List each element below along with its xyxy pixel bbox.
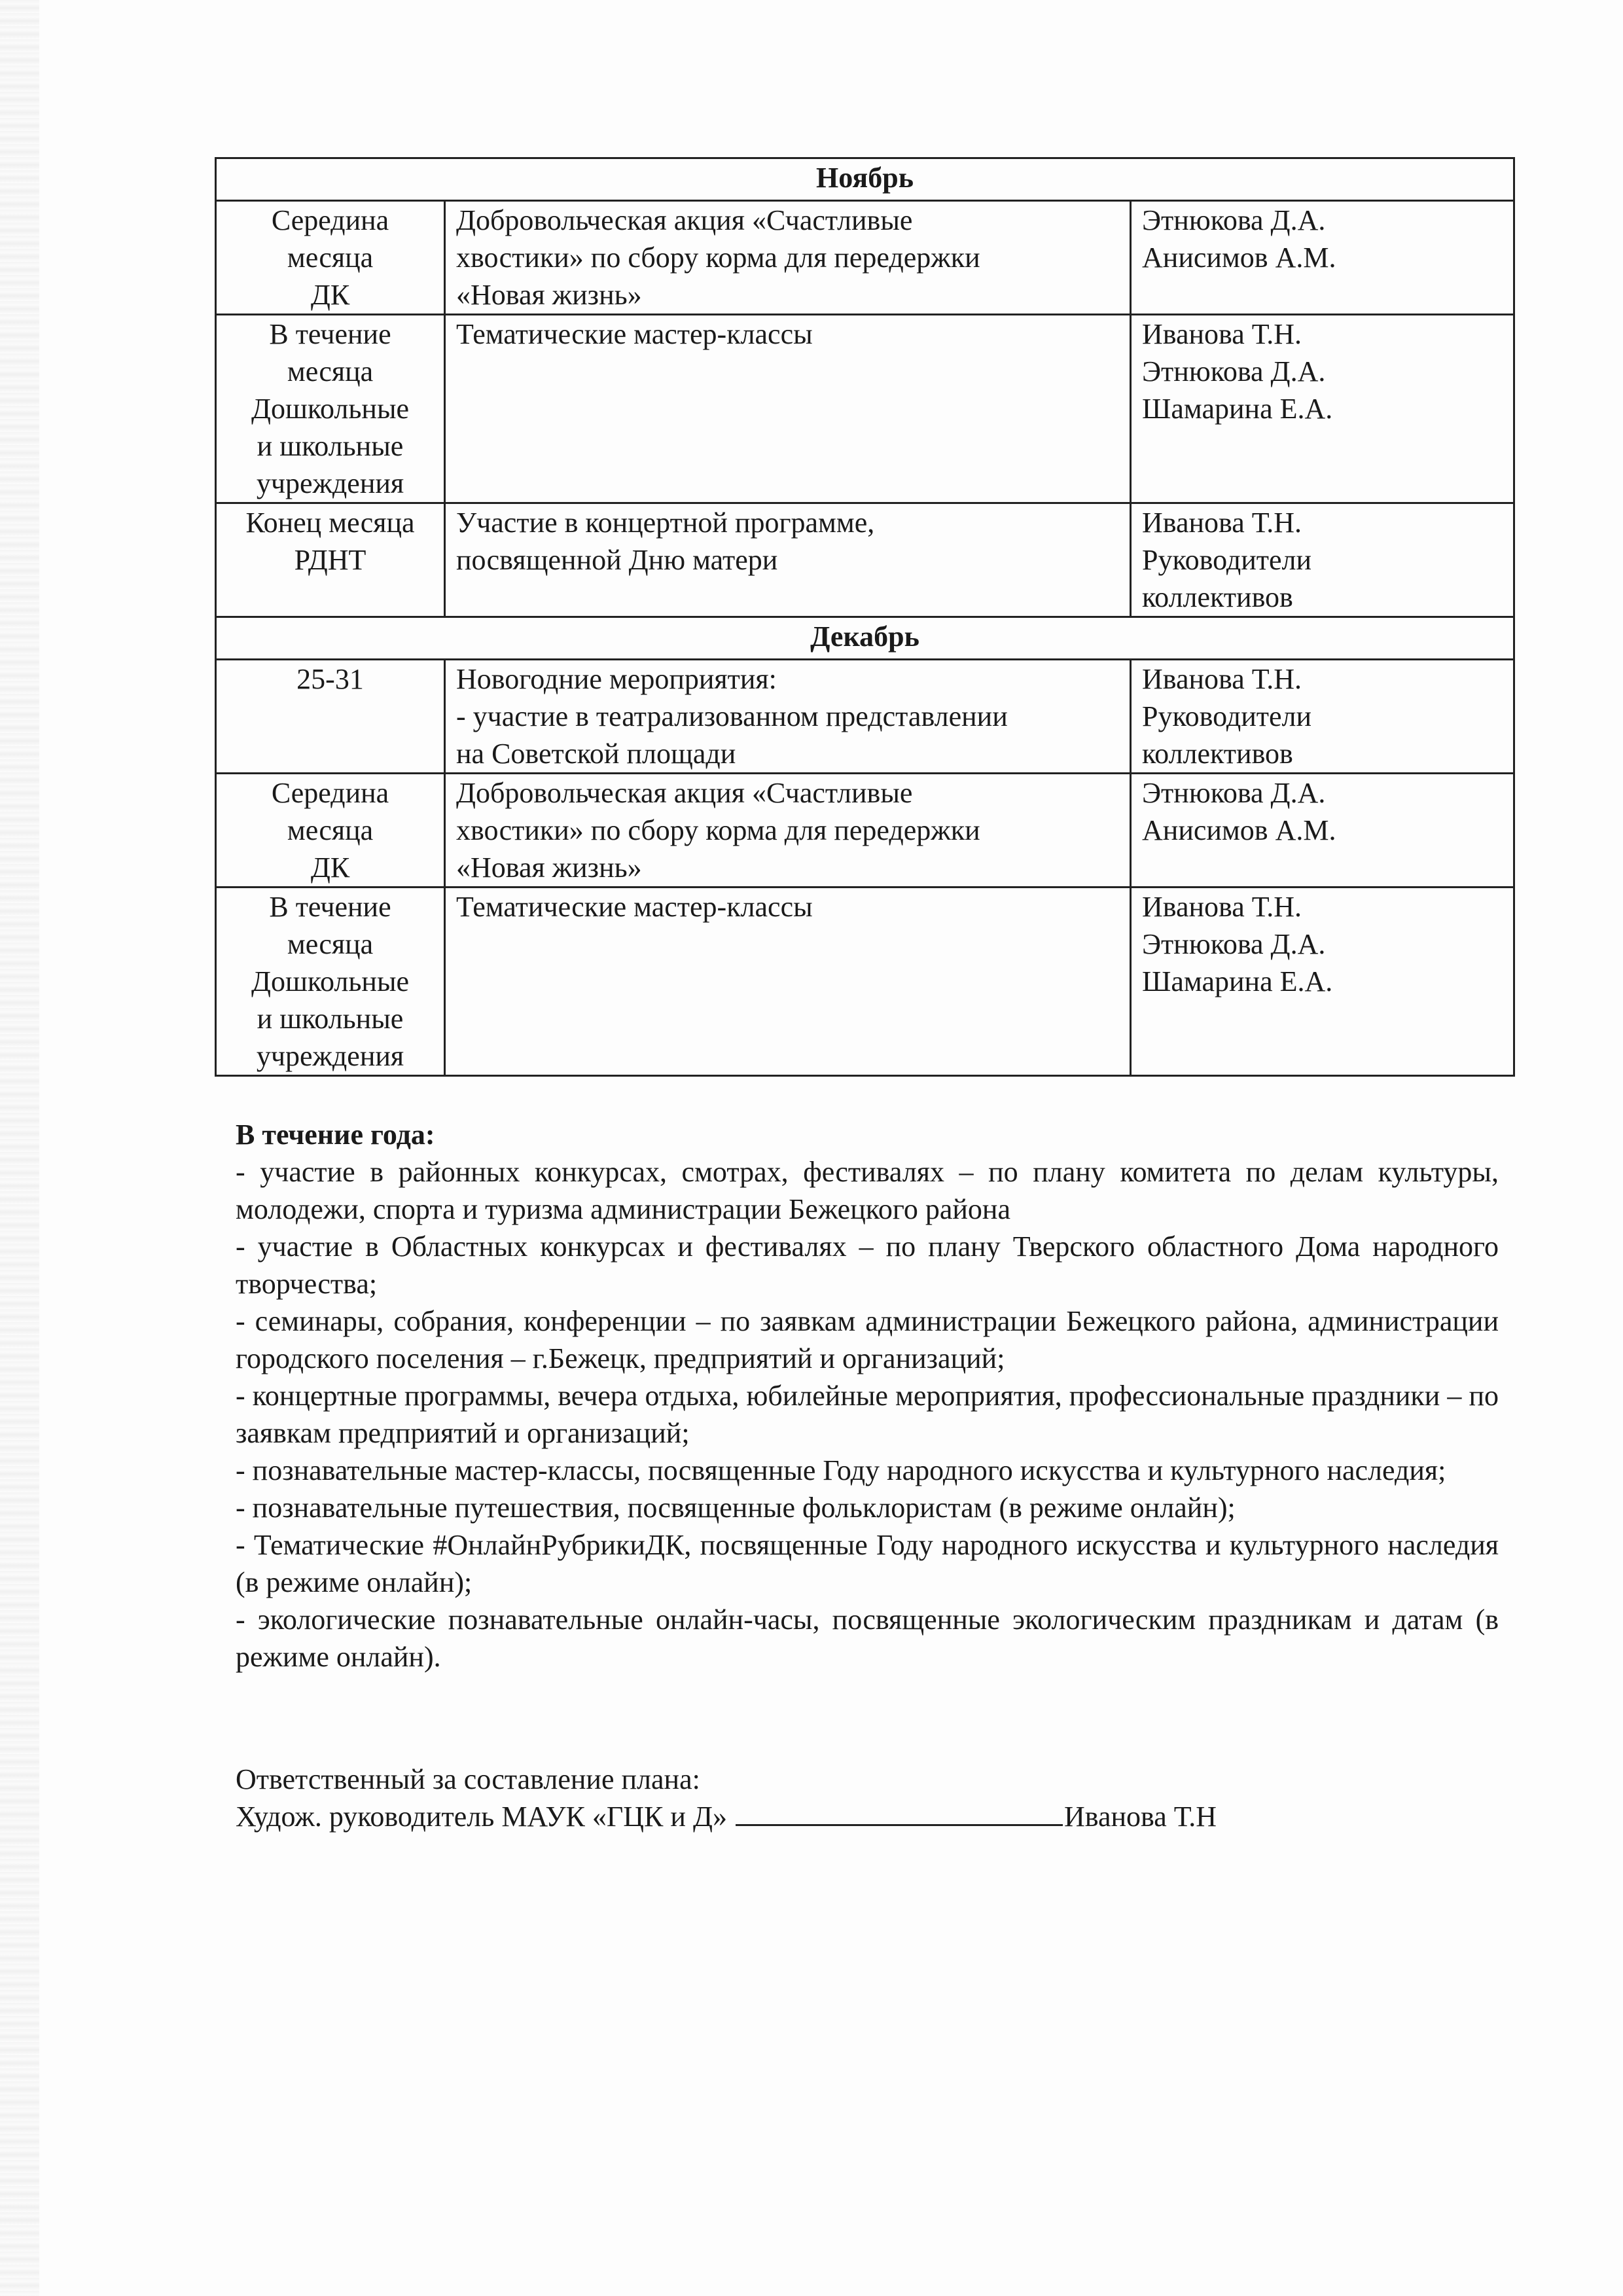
yearly-section xyxy=(236,1116,1499,1676)
event-cell xyxy=(445,888,1131,1076)
event-cell xyxy=(445,774,1131,888)
table-row xyxy=(216,315,1514,503)
responsible-cell xyxy=(1131,774,1514,888)
table-row xyxy=(216,888,1514,1076)
date-place-cell xyxy=(216,888,445,1076)
signer-name: Иванова Т.Н xyxy=(1063,1801,1217,1833)
event-line: посвященной Дню матери xyxy=(456,544,778,576)
date-place-line: 25-31 xyxy=(296,663,364,695)
date-place-line: Середина xyxy=(271,204,389,236)
date-place-line: ДК xyxy=(310,852,350,884)
event-cell xyxy=(445,660,1131,774)
responsible-line: Этнюкова Д.А. xyxy=(1142,355,1326,387)
table-row xyxy=(216,774,1514,888)
event-line: Тематические мастер-классы xyxy=(456,891,813,923)
event-line: Добровольческая акция «Счастливые xyxy=(456,777,913,809)
responsible-cell xyxy=(1131,503,1514,617)
event-line: хвостики» по сбору корма для передержки xyxy=(456,814,980,846)
event-line: «Новая жизнь» xyxy=(456,279,642,311)
table-row xyxy=(216,660,1514,774)
event-line: Участие в концертной программе, xyxy=(456,507,875,539)
date-place-cell xyxy=(216,315,445,503)
date-place-line: Конец месяца xyxy=(245,507,415,539)
yearly-item: - концертные программы, вечера отдыха, юбилейные мероприятия, профессиональные праздники – по заявкам предприятий и организаций; xyxy=(236,1380,1499,1449)
responsible-line: Иванова Т.Н. xyxy=(1142,663,1302,695)
responsible-cell xyxy=(1131,315,1514,503)
scan-edge-shading xyxy=(0,0,39,2296)
responsible-line: Этнюкова Д.А. xyxy=(1142,777,1326,809)
date-place-line: месяца xyxy=(287,355,374,387)
date-place-line: Дошкольные xyxy=(251,393,410,425)
table-row xyxy=(216,503,1514,617)
responsible-line: Анисимов А.М. xyxy=(1142,242,1336,274)
responsible-cell xyxy=(1131,201,1514,315)
date-place-line: месяца xyxy=(287,814,374,846)
date-place-line: месяца xyxy=(287,242,374,274)
responsible-line: Этнюкова Д.А. xyxy=(1142,204,1326,236)
plan-table xyxy=(215,157,1515,1077)
date-place-cell xyxy=(216,503,445,617)
date-place-line: и школьные xyxy=(257,1003,404,1035)
yearly-item: - Тематические #ОнлайнРубрикиДК, посвященные Году народного искусства и культурного наследия (в режиме онлайн); xyxy=(236,1529,1499,1598)
responsible-line: Иванова Т.Н. xyxy=(1142,507,1302,539)
signature-line-row xyxy=(236,1798,1499,1835)
date-place-line: РДНТ xyxy=(294,544,366,576)
event-line: Тематические мастер-классы xyxy=(456,318,813,350)
date-place-line: месяца xyxy=(287,928,374,960)
date-place-cell xyxy=(216,201,445,315)
event-line: «Новая жизнь» xyxy=(456,852,642,884)
yearly-item: - семинары, собрания, конференции – по заявкам администрации Бежецкого района, администрации городского поселения – г.Бежецк, предприятий и организаций; xyxy=(236,1305,1499,1374)
event-line: Новогодние мероприятия: xyxy=(456,663,777,695)
responsible-line: коллективов xyxy=(1142,581,1293,613)
date-place-line: Дошкольные xyxy=(251,965,410,997)
yearly-item: - познавательные путешествия, посвященные фольклористам (в режиме онлайн); xyxy=(236,1492,1236,1524)
responsible-line: Шамарина Е.А. xyxy=(1142,965,1333,997)
date-place-cell xyxy=(216,660,445,774)
month-header-row xyxy=(216,617,1514,660)
event-line: хвостики» по сбору корма для передержки xyxy=(456,242,980,274)
event-line: - участие в театрализованном представлении xyxy=(456,700,1008,732)
date-place-line: ДК xyxy=(310,279,350,311)
date-place-line: учреждения xyxy=(256,1040,404,1072)
responsible-line: Анисимов А.М. xyxy=(1142,814,1336,846)
date-place-cell xyxy=(216,774,445,888)
event-cell xyxy=(445,503,1131,617)
yearly-list xyxy=(236,1153,1499,1676)
yearly-item: - экологические познавательные онлайн-часы, посвященные экологическим праздникам и датам (в режиме онлайн). xyxy=(236,1604,1499,1673)
date-place-line: и школьные xyxy=(257,430,404,462)
event-cell xyxy=(445,201,1131,315)
responsible-cell xyxy=(1131,888,1514,1076)
responsible-line: Этнюкова Д.А. xyxy=(1142,928,1326,960)
responsible-line: Руководители xyxy=(1142,700,1312,732)
plan-table-body xyxy=(216,158,1514,1076)
month-header-row xyxy=(216,158,1514,201)
date-place-line: учреждения xyxy=(256,467,404,499)
signature-line xyxy=(736,1799,1063,1826)
yearly-item: - познавательные мастер-классы, посвященные Году народного искусства и культурного наследия; xyxy=(236,1454,1446,1486)
yearly-item: - участие в Областных конкурсах и фестивалях – по плану Тверского областного Дома народного творчества; xyxy=(236,1230,1499,1300)
position-title: Худож. руководитель МАУК «ГЦК и Д» xyxy=(236,1801,727,1833)
responsible-line: коллективов xyxy=(1142,738,1293,770)
month-header: Декабрь xyxy=(216,617,1514,660)
event-cell xyxy=(445,315,1131,503)
yearly-title: В течение года: xyxy=(236,1119,435,1151)
event-line: на Советской площади xyxy=(456,738,736,770)
responsible-label: Ответственный за составление плана: xyxy=(236,1763,700,1795)
month-header: Ноябрь xyxy=(216,158,1514,201)
yearly-item: - участие в районных конкурсах, смотрах, фестивалях – по плану комитета по делам культуры, молодежи, спорта и туризма администрации Бежецкого района xyxy=(236,1156,1499,1225)
responsible-line: Иванова Т.Н. xyxy=(1142,891,1302,923)
date-place-line: В течение xyxy=(269,891,391,923)
responsible-line: Шамарина Е.А. xyxy=(1142,393,1333,425)
date-place-line: Середина xyxy=(271,777,389,809)
event-line: Добровольческая акция «Счастливые xyxy=(456,204,913,236)
date-place-line: В течение xyxy=(269,318,391,350)
signature-block xyxy=(236,1761,1499,1835)
responsible-line: Руководители xyxy=(1142,544,1312,576)
responsible-line: Иванова Т.Н. xyxy=(1142,318,1302,350)
responsible-cell xyxy=(1131,660,1514,774)
table-row xyxy=(216,201,1514,315)
